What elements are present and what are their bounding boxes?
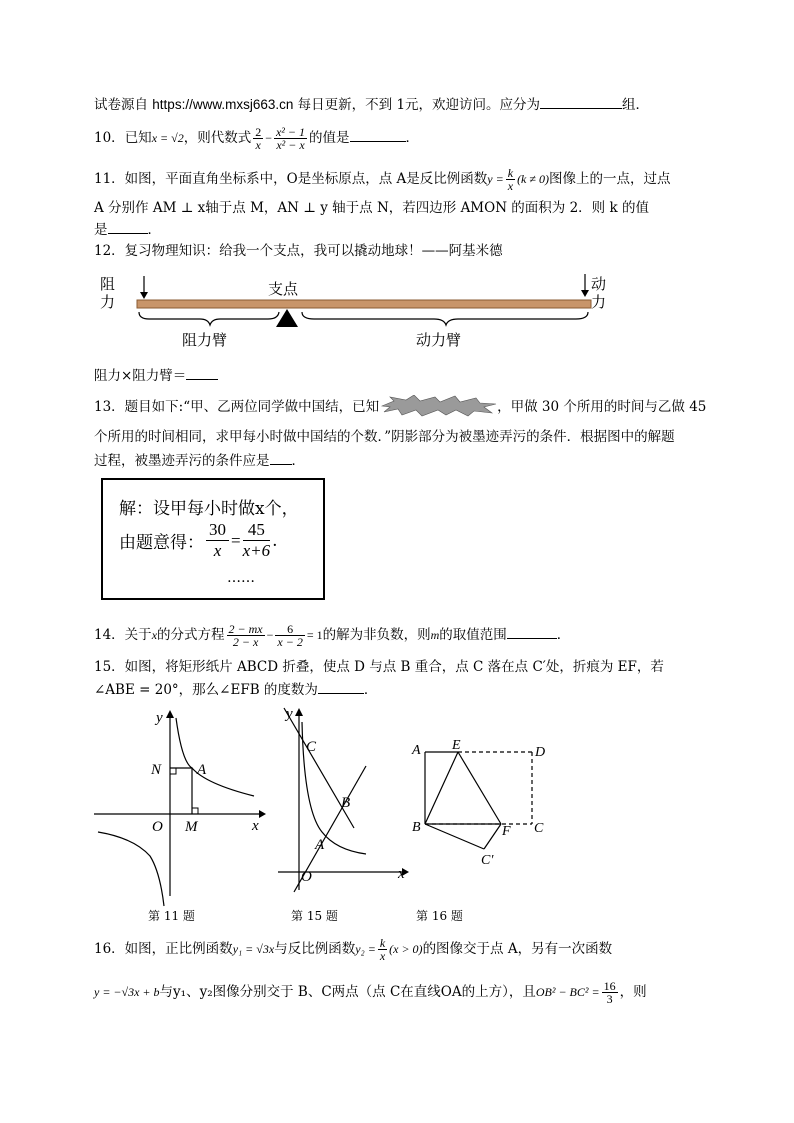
source-line [94,94,649,115]
fig11-y-arrow [166,710,174,718]
q10-num: 10． [94,130,125,146]
power-arm-brace [302,312,588,325]
solution-dot: . [272,530,278,551]
fig11-label-x: x [252,818,259,834]
q10-pre: 已知 [124,130,152,146]
question-15-line-2 [94,679,377,700]
figure-15 [274,700,414,936]
source-prefix: 试卷源自 [94,97,153,113]
figure-16 [408,736,558,936]
question-11-line-3 [94,219,161,240]
q11-frac: $\frac{k}{x}$ [507,166,514,193]
answer-blank [108,219,148,234]
q16-text-1b: 与反比例函数 [274,941,356,957]
lever-diagram [94,272,624,356]
q16-text-1c: 的图像交于点 A，另有一次函数 [422,941,613,957]
q16-end: ，则 [619,984,647,1000]
q14-end: ． [556,627,571,643]
q14-var: x [151,628,158,642]
q16-text-2b: 与y₁、y₂图像分别交于 B、C两点（点 C在直线OA的上方），且 [159,984,536,1000]
fig11-caption: 第 11 题 [148,909,195,923]
power-arrow-head [581,290,589,297]
q11-cond: (k ≠ 0) [517,172,549,186]
q11-end: ． [147,222,161,238]
fig11-label-M: M [185,819,198,835]
question-10 [94,126,419,151]
question-14 [94,623,570,648]
q10-frac-1: $\frac{2}{x}$ [255,125,262,152]
fig11-label-y: y [156,710,163,726]
solution-line-2 [119,520,278,561]
q14-frac-1: $\frac{2 - mx}{2 - x}$ [228,622,263,649]
q14-post: 的解为非负数，则 [322,627,431,643]
q13-text-1a: 13．题目如下:“甲、乙两位同学做中国结，已知 [94,399,380,415]
power-force-label-2: 力 [591,293,607,311]
q16-y1: y₁ = √3x [232,942,275,956]
question-11-line-1 [94,167,670,192]
q10-cond: x = √2 [151,131,184,145]
question-13-line-2: 个所用的时间相同，求甲每小时做中国结的个数．”阴影部分为被墨迹弄污的条件．根据图中的解题 [94,429,675,445]
fig11-hyperbola-q1 [176,718,254,796]
q13-text-1b: ，甲做 30 个所用的时间与乙做 45 [497,399,707,415]
q14-pre: 14．关于 [94,627,152,643]
q10-mid: ，则代数式 [183,130,252,146]
q16-frac: $\frac{k}{x}$ [379,936,386,963]
fig16-label-E: E [452,738,461,753]
fig16-label-A: A [412,743,421,758]
fig15-label-B: B [341,795,351,811]
q10-post: 的值是 [309,130,350,146]
source-suffix: 每日更新，不到 1元，欢迎访问。应分为 [293,97,541,113]
q16-y2: y₂ = [355,942,376,956]
resist-force-label: 阻 [100,275,116,293]
fig16-BE [425,752,458,824]
q15-end: ． [363,682,378,698]
solution-line-1: 解：设甲每小时做x个， [119,499,299,519]
q11-text-1b: 图像上的一点，过点 [548,171,671,187]
q12-answer-line [94,365,218,386]
question-12: 12．复习物理知识：给我一个支点，我可以撬动地球！——阿基米德 [94,243,503,259]
resist-arm-label: 阻力臂 [182,331,228,349]
fig15-label-A: A [315,837,325,853]
q11-text-1: 11．如图，平面直角坐标系中，O是坐标原点，点 A是反比例函数 [94,171,488,187]
question-16-line-2 [94,980,647,1005]
figure-11 [94,706,269,936]
fig15-label-O: O [301,869,312,885]
q14-mid: 的分式方程 [157,627,225,643]
q12-answer-text: 阻力×阻力臂＝ [94,368,187,384]
q10-frac-2: $\frac{\text{x² − 1}}{\text{x² − x}}$ [275,125,306,152]
solution-label: 由题意得： [119,533,204,553]
fig11-label-O: O [152,819,163,835]
q16-text-1a: 16．如图，正比例函数 [94,941,233,957]
fig16-EF [458,752,501,824]
q14-frac-2: $\frac{6}{x - 2}$ [277,622,303,649]
fig11-right-angle-M [192,808,198,814]
fig16-label-F: F [502,824,511,839]
q16-cond: (x > 0) [389,942,423,956]
q16-eq: OB² − BC² = [535,985,600,999]
fig11-label-A: A [197,762,207,778]
q15-text-2: ∠ABE = 20°，那么∠EFB 的度数为 [94,682,318,698]
solution-line-3: …… [227,570,255,586]
solution-eq: = [231,530,241,550]
fig16-caption: 第 16 题 [416,909,463,923]
question-13-line-3 [94,450,305,471]
answer-blank [270,450,292,465]
solution-frac-1: $\frac{30}{x}$ [206,520,229,561]
q11-text-3: 是 [94,222,108,238]
ink-blot [380,395,498,417]
solution-frac-2: $\frac{45}{x+6}$ [242,520,271,560]
source-end: 组． [622,97,650,113]
q13-text-3: 过程，被墨迹弄污的条件应是 [94,453,270,469]
fig16-label-D: D [535,745,546,760]
fig11-x-arrow [259,810,266,818]
resist-arrow-head [140,292,148,299]
fig16-CpF [484,824,501,849]
fig11-hyperbola-q3 [98,832,164,906]
fig11-label-N: N [151,762,162,778]
answer-blank [186,365,218,380]
power-arm-label: 动力臂 [416,331,462,349]
q14-minus: − [266,628,274,642]
fig15-caption: 第 15 题 [291,909,338,923]
answer-blank [540,94,622,109]
source-url[interactable]: https://www.mxsj663.cn [152,97,294,112]
fig16-BCp [425,824,484,849]
q16-line-func: y = −√3x + b [94,985,160,999]
lever-bar [137,300,591,308]
q13-end: ． [291,453,305,469]
fulcrum-label: 支点 [268,280,299,298]
fig16-label-C: C [534,821,544,836]
q16-result-frac: $\frac{16}{3}$ [603,979,616,1006]
fulcrum-triangle [276,309,298,327]
fig16-label-Cp: C′ [481,853,494,868]
q14-post2: 的取值范围 [439,627,507,643]
answer-blank [318,679,364,694]
fig15-label-C: C [306,739,317,755]
q14-m: m [430,628,440,642]
fig16-label-B: B [412,820,421,835]
question-15-line-1: 15．如图，将矩形纸片 ABCD 折叠，使点 D 与点 B 重合，点 C 落在点 C′处，折痕为 EF，若 [94,659,664,675]
question-16-line-1 [94,937,612,962]
q10-minus: − [265,131,272,145]
fig11-right-angle-N [170,768,176,774]
q14-eq: = 1 [306,628,323,642]
fig15-label-x: x [398,866,405,882]
q10-end: ． [405,130,420,146]
fig15-label-y: y [286,706,293,722]
answer-blank [350,127,406,142]
question-11-line-2: A 分别作 AM ⊥ x轴于点 M，AN ⊥ y 轴于点 N，若四边形 AMON 的面积为 2．则 k 的值 [94,200,649,216]
answer-blank [507,624,557,639]
fig15-y-arrow [295,708,303,716]
solution-box [101,478,325,600]
power-force-label: 动 [591,275,607,293]
resist-arm-brace [139,312,279,325]
ink-blot-shape [382,395,496,416]
resist-force-label-2: 力 [100,293,116,311]
fig11-rectangle [170,768,192,814]
q11-func: y = [487,172,504,186]
